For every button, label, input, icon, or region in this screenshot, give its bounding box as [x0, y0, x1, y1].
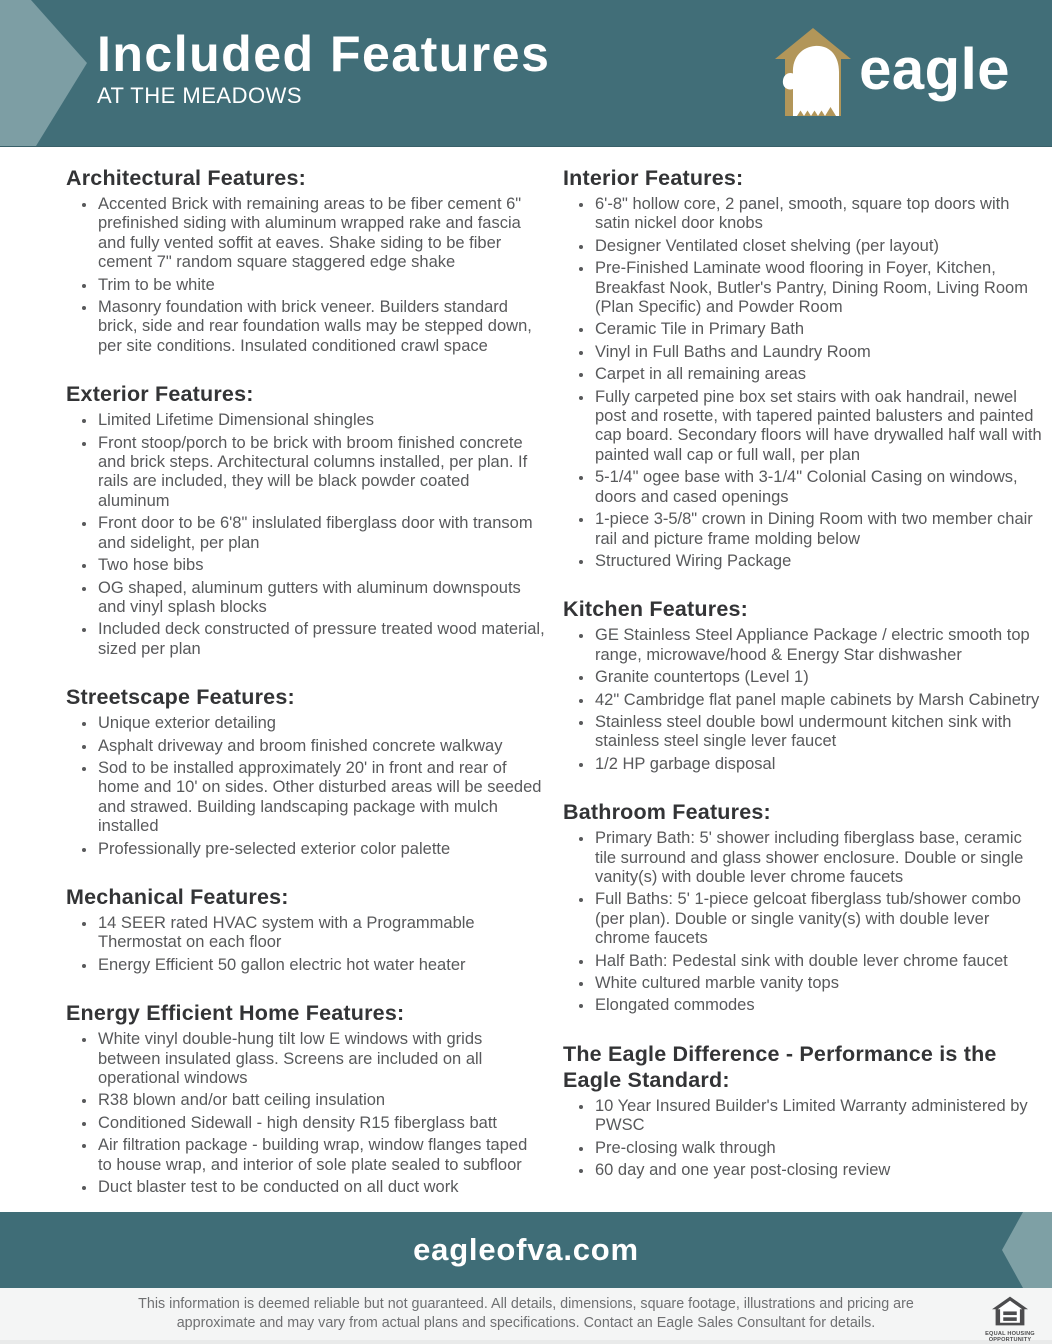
- page-title: Included Features: [97, 26, 551, 82]
- feature-item: • Limited Lifetime Dimensional shingles: [97, 411, 545, 430]
- feature-item: • Accented Brick with remaining areas to be fiber cement 6" prefinished siding with aluminum wrapped rake and fascia and fully vented soffit at eaves. Shake siding to be fiber cement 7" random square staggered edge shake: [97, 195, 545, 273]
- feature-item: • 60 day and one year post-closing review: [594, 1161, 1042, 1180]
- section-title: Bathroom Features:: [563, 800, 771, 825]
- feature-item: • Structured Wiring Package: [594, 552, 1042, 571]
- feature-item: • 1-piece 3-5/8" crown in Dining Room with two member chair rail and picture frame molding below: [594, 510, 1042, 549]
- header-chevron-decoration: [0, 0, 100, 146]
- section-the-eagle-difference-performance-is-the-eagle-standard: [563, 1041, 1042, 1181]
- feature-item: • Sod to be installed approximately 20' in front and rear of home and 10' on sides. Other disturbed areas will be seeded and strawed. Building landscaping package with mulch installed: [97, 759, 545, 837]
- feature-item: • 5-1/4" ogee base with 3-1/4" Colonial Casing on windows, doors and cased openings: [594, 468, 1042, 507]
- section-title: Streetscape Features:: [66, 685, 295, 710]
- feature-item: • Masonry foundation with brick veneer. Builders standard brick, side and rear foundation walls may be stepped down, per site conditions. Insulated conditioned crawl space: [97, 298, 545, 356]
- feature-item: • Designer Ventilated closet shelving (per layout): [594, 237, 1042, 256]
- feature-list: [563, 626, 1042, 774]
- feature-list: [563, 829, 1042, 1016]
- header-titles: [97, 28, 550, 109]
- feature-list: [563, 195, 1042, 571]
- feature-item: • Vinyl in Full Baths and Laundry Room: [594, 343, 1042, 362]
- feature-list: [66, 914, 545, 975]
- feature-item: • 14 SEER rated HVAC system with a Programmable Thermostat on each floor: [97, 914, 545, 953]
- disclaimer-text: This information is deemed reliable but not guaranteed. All details, dimensions, square footage, illustrations and pricing are approximate and may vary from actual plans and specifications. Contact an Eagle Sales Consultant for details.: [138, 1296, 914, 1331]
- section-title: Interior Features:: [563, 166, 744, 190]
- section-mechanical-features: [66, 884, 545, 975]
- feature-item: • Stainless steel double bowl undermount kitchen sink with stainless steel single lever faucet: [594, 713, 1042, 752]
- feature-item: • Trim to be white: [97, 276, 545, 295]
- feature-item: • White vinyl double-hung tilt low E windows with grids between insulated glass. Screens are included on all operational windows: [97, 1030, 545, 1088]
- feature-item: • Unique exterior detailing: [97, 714, 545, 733]
- section-title: Energy Efficient Home Features:: [66, 1001, 405, 1026]
- feature-item: • OG shaped, aluminum gutters with aluminum downspouts and vinyl splash blocks: [97, 579, 545, 618]
- page-subtitle: AT THE MEADOWS: [97, 83, 303, 108]
- website-link[interactable]: eagleofva.com: [413, 1232, 639, 1267]
- feature-list: [66, 195, 545, 356]
- brand-logo: [775, 26, 1010, 118]
- feature-item: • Duct blaster test to be conducted on all duct work: [97, 1178, 545, 1197]
- feature-list: [66, 1030, 545, 1197]
- footer-band: [0, 1212, 1052, 1288]
- feature-item: • Pre-closing walk through: [594, 1139, 1042, 1158]
- feature-item: • Asphalt driveway and broom finished concrete walkway: [97, 737, 545, 756]
- feature-item: • 1/2 HP garbage disposal: [594, 755, 1042, 774]
- feature-item: • Full Baths: 5' 1-piece gelcoat fiberglass tub/shower combo (per plan). Double or single vanity(s) with double lever chrome faucets: [594, 890, 1042, 948]
- feature-item: • Front stoop/porch to be brick with broom finished concrete and brick steps. Architectural columns installed, per plan. If rails are included, they will be black powder coated aluminum: [97, 434, 545, 512]
- feature-item: • 6'-8" hollow core, 2 panel, smooth, square top doors with satin nickel door knobs: [594, 195, 1042, 234]
- feature-item: • Granite countertops (Level 1): [594, 668, 1042, 687]
- feature-item: • GE Stainless Steel Appliance Package / electric smooth top range, microwave/hood & Energy Star dishwasher: [594, 626, 1042, 665]
- equal-housing-house-icon: [992, 1296, 1028, 1326]
- section-title: Exterior Features:: [66, 382, 254, 407]
- section-title: Kitchen Features:: [563, 597, 748, 622]
- feature-item: • Primary Bath: 5' shower including fiberglass base, ceramic tile surround and glass shower enclosure. Double or single vanity(s) with double lever chrome faucets: [594, 829, 1042, 887]
- eagle-house-logo-icon: [775, 28, 851, 116]
- footer-chevron-decoration: [1002, 1212, 1052, 1288]
- header-banner: [0, 0, 1052, 147]
- equal-housing-label-line2: OPPORTUNITY: [988, 1337, 1032, 1344]
- section-streetscape-features: [66, 684, 545, 859]
- feature-item: • 42" Cambridge flat panel maple cabinets by Marsh Cabinetry: [594, 691, 1042, 710]
- section-interior-features: [563, 165, 1042, 571]
- feature-item: • Ceramic Tile in Primary Bath: [594, 320, 1042, 339]
- section-bathroom-features: [563, 799, 1042, 1016]
- feature-list: [563, 1097, 1042, 1181]
- section-exterior-features: [66, 381, 545, 659]
- section-title: Mechanical Features:: [66, 884, 289, 909]
- feature-item: • Pre-Finished Laminate wood flooring in Foyer, Kitchen, Breakfast Nook, Butler's Pantry, Dining Room, Living Room (Plan Specific) and Powder Room: [594, 259, 1042, 317]
- feature-item: • R38 blown and/or batt ceiling insulation: [97, 1091, 545, 1110]
- equal-housing-logo: [982, 1296, 1038, 1344]
- feature-item: • Front door to be 6'8" inslulated fiberglass door with transom and sidelight, per plan: [97, 514, 545, 553]
- feature-item: • Fully carpeted pine box set stairs with oak handrail, newel post and rosette, with tapered painted balusters and painted cap board. Secondary floors will have drywalled half wall with painted wall cap or full wall, per plan: [594, 388, 1042, 466]
- feature-item: • Two hose bibs: [97, 556, 545, 575]
- section-energy-efficient-home-features: [66, 1000, 545, 1197]
- feature-item: • Professionally pre-selected exterior color palette: [97, 840, 545, 859]
- feature-list: [66, 714, 545, 859]
- feature-item: • Half Bath: Pedestal sink with double lever chrome faucet: [594, 952, 1042, 971]
- feature-item: • Energy Efficient 50 gallon electric hot water heater: [97, 956, 545, 975]
- feature-item: • 10 Year Insured Builder's Limited Warranty administered by PWSC: [594, 1097, 1042, 1136]
- section-architectural-features: [66, 165, 545, 356]
- feature-item: • Conditioned Sidewall - high density R15 fiberglass batt: [97, 1114, 545, 1133]
- feature-item: • Air filtration package - building wrap, window flanges taped to house wrap, and interior of sole plate sealed to subfloor: [97, 1136, 545, 1175]
- feature-item: • Elongated commodes: [594, 996, 1042, 1015]
- right-column: [563, 165, 1042, 1212]
- section-title: The Eagle Difference - Performance is the Eagle Standard:: [563, 1041, 997, 1092]
- feature-item: • Included deck constructed of pressure treated wood material, sized per plan: [97, 620, 545, 659]
- section-title: Architectural Features:: [66, 166, 306, 190]
- brand-name: eagle: [859, 37, 1010, 102]
- feature-item: • Carpet in all remaining areas: [594, 365, 1042, 384]
- feature-item: • White cultured marble vanity tops: [594, 974, 1042, 993]
- equal-housing-label-line1: EQUAL HOUSING: [985, 1331, 1035, 1337]
- feature-columns: [0, 146, 1052, 1212]
- left-column: [66, 165, 545, 1212]
- section-kitchen-features: [563, 596, 1042, 774]
- disclaimer-row: [0, 1288, 1052, 1344]
- feature-list: [66, 411, 545, 659]
- footer: [0, 1212, 1052, 1344]
